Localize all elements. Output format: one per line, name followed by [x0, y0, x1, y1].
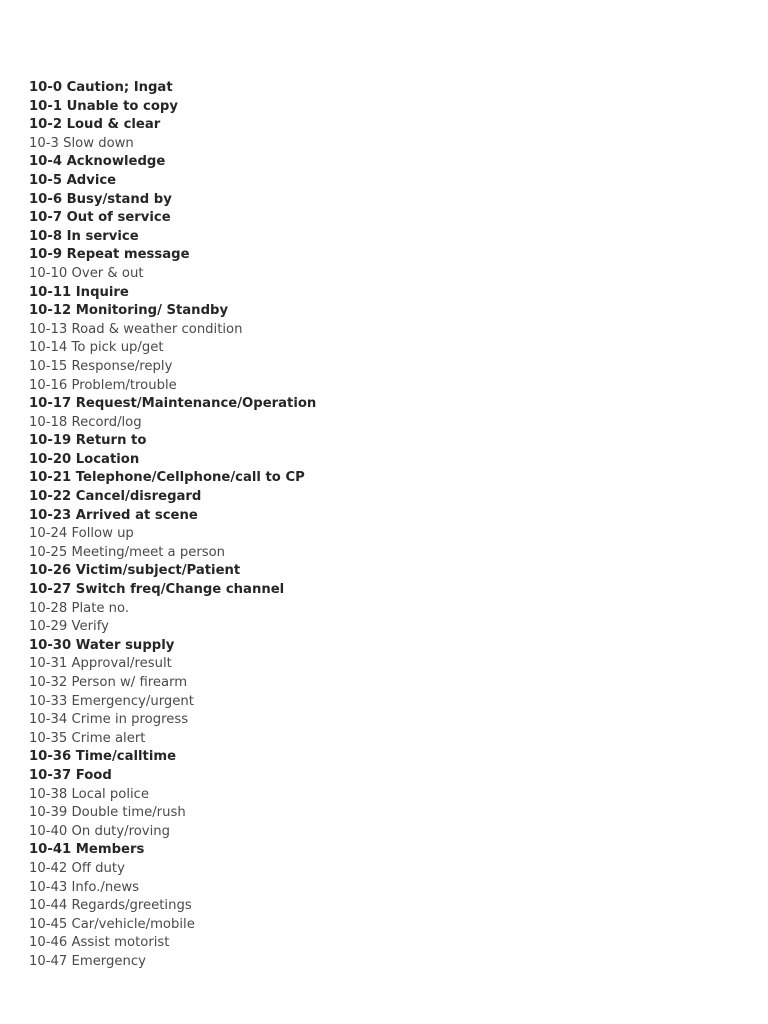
code-list-item: 10-16 Problem/trouble	[29, 377, 177, 393]
code-list-item: 10-44 Regards/greetings	[29, 898, 192, 914]
code-list-item: 10-46 Assist motorist	[29, 935, 170, 951]
code-list-item: 10-41 Members	[29, 842, 145, 858]
code-list-item: 10-2 Loud & clear	[29, 117, 161, 133]
code-list-item: 10-32 Person w/ firearm	[29, 675, 188, 690]
code-list-item: 10-45 Car/vehicle/mobile	[29, 916, 195, 932]
code-list-item: 10-17 Request/Maintenance/Operation	[29, 396, 317, 412]
code-list-item: 10-40 On duty/roving	[29, 823, 170, 839]
code-list-item: 10-29 Verify	[29, 619, 109, 635]
code-list-item: 10-7 Out of service	[29, 210, 171, 226]
ten-code-list	[29, 79, 316, 972]
code-list-item: 10-8 In service	[29, 228, 139, 244]
code-list-item: 10-25 Meeting/meet a person	[29, 544, 226, 560]
code-list-item: 10-13 Road & weather condition	[29, 321, 243, 337]
code-list-item: 10-4 Acknowledge	[29, 154, 166, 170]
code-list-item: 10-42 Off duty	[29, 860, 125, 876]
code-list-item: 10-24 Follow up	[29, 526, 134, 542]
code-list-item: 10-19 Return to	[29, 433, 147, 449]
code-list-item: 10-27 Switch freq/Change channel	[29, 582, 285, 598]
code-list-item: 10-33 Emergency/urgent	[29, 693, 194, 709]
code-list-item: 10-15 Response/reply	[29, 358, 173, 374]
code-list-item: 10-14 To pick up/get	[29, 340, 164, 356]
code-list-item: 10-21 Telephone/Cellphone/call to CP	[29, 470, 305, 486]
code-list-item: 10-38 Local police	[29, 786, 150, 802]
code-list-item: 10-6 Busy/stand by	[29, 191, 172, 207]
code-list-item: 10-37 Food	[29, 767, 112, 783]
code-list-item: 10-0 Caution; Ingat	[29, 80, 173, 95]
code-list-item: 10-47 Emergency	[29, 953, 146, 969]
code-list-item: 10-22 Cancel/disregard	[29, 489, 202, 505]
code-list-item: 10-23 Arrived at scene	[29, 507, 198, 523]
code-list-item: 10-20 Location	[29, 451, 140, 467]
code-list-item: 10-34 Crime in progress	[29, 712, 189, 728]
code-list-item: 10-30 Water supply	[29, 637, 175, 653]
code-list-item: 10-9 Repeat message	[29, 247, 190, 263]
code-list-item: 10-18 Record/log	[29, 414, 142, 430]
code-list-item: 10-11 Inquire	[29, 284, 129, 300]
code-list-item: 10-5 Advice	[29, 172, 117, 188]
code-list-item: 10-26 Victim/subject/Patient	[29, 563, 241, 579]
code-list-item: 10-39 Double time/rush	[29, 805, 186, 821]
code-list-item: 10-12 Monitoring/ Standby	[29, 303, 229, 319]
code-list-item: 10-31 Approval/result	[29, 656, 172, 672]
code-list-item: 10-43 Info./news	[29, 879, 140, 895]
code-list-item: 10-1 Unable to copy	[29, 98, 178, 114]
code-list-item: 10-28 Plate no.	[29, 600, 130, 616]
code-list-item: 10-3 Slow down	[29, 135, 134, 151]
code-list-item: 10-35 Crime alert	[29, 730, 146, 746]
code-list-item: 10-10 Over & out	[29, 265, 144, 281]
code-list-item: 10-36 Time/calltime	[29, 749, 177, 765]
